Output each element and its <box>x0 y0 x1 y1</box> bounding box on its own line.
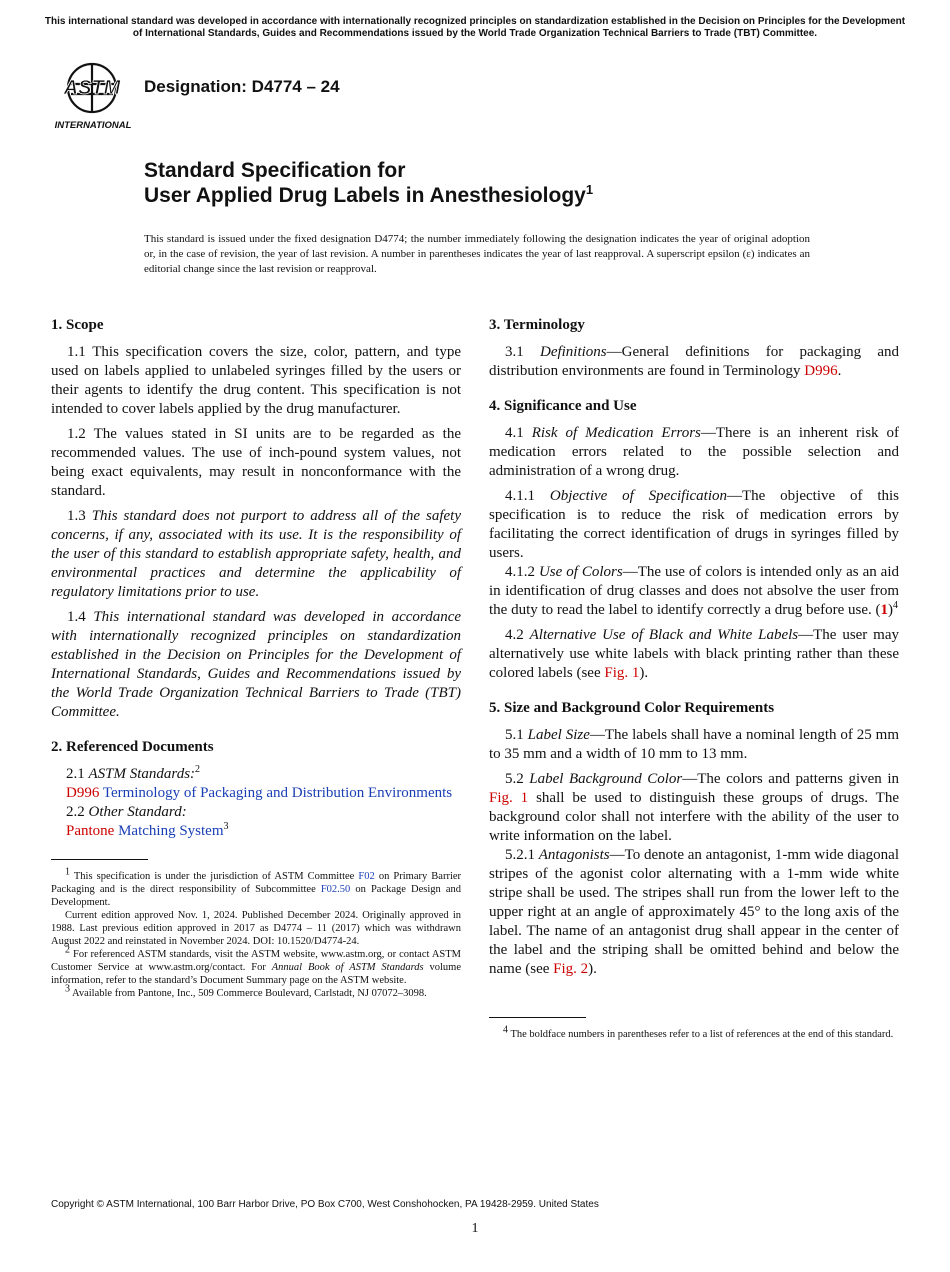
footnotes-left <box>51 866 462 1000</box>
other-standard-label: 2.2 Other Standard: <box>66 804 187 820</box>
astm-logo <box>52 57 136 131</box>
footnote-divider-right <box>489 1017 586 1018</box>
designation: Designation: D4774 – 24 <box>144 77 340 96</box>
size-heading: 5. Size and Background Color Requirements <box>489 700 775 716</box>
footnote-1: $^1$ This specification is under the jurisdiction of ASTM Committee F02 on Primary Barrier Packaging and is the direct responsibility of Subcommittee F02.50 on Package Design and Development. <box>51 866 462 908</box>
link-fig-1-b[interactable]: Fig. 1 <box>489 790 529 806</box>
size-5-2-1: 5.2.1 Antagonists—To denote an antagonist, 1-mm wide diagonal stripes of the agonist color alternating with a 1-mm wide white stripe shall be used. The stripes shall run from the lower left to the upper right at an angle of approximately 45° to the long axis of the label. The name of an antagonist drug shall appear in the center of the label and the striping shall be omitted behind and below the name (see Fig. 2). <box>489 847 899 977</box>
significance-4-1: 4.1 Risk of Medication Errors—There is an inherent risk of medication errors related to the possible selection and administration of a wrong drug. <box>489 425 900 479</box>
title-footnote-mark: 1 <box>585 182 594 197</box>
scope-1-4: 1.4 This international standard was developed in accordance with internationally recognized principles on standardization established in the Decision on Principles for the Development of International Standards, Guides and Recommendations issued by the World Trade Organization Technical Barriers to Trade (TBT) Committee. <box>51 609 462 720</box>
link-reference-1[interactable]: 1 <box>880 602 889 618</box>
scope-1-3: 1.3 This standard does not purport to address all of the safety concerns, if any, associated with its use. It is the responsibility of the user of this standard to establish appropriate safety, health, and environmental practices and determine the applicability of regulatory limitations prior to use. <box>51 508 462 600</box>
size-5-2: 5.2 Label Background Color—The colors and patterns given in Fig. 1 shall be used to distinguish these groups of drugs. The background color shall not interfere with the ability of the user to write information on the label. <box>489 771 899 844</box>
footnotes-right <box>489 1024 899 1041</box>
link-d996[interactable]: D996 <box>804 363 838 379</box>
significance-4-1-2: 4.1.2 Use of Colors—The use of colors is intended only as an aid in identification of drug classes and does not absolve the user from the duty to read the label to identify correctly a drug before use. $(1)^4$ <box>489 564 900 618</box>
link-f02[interactable]: F02 <box>358 871 375 882</box>
footnote-3: $^3$ Available from Pantone, Inc., 509 Commerce Boulevard, Carlstadt, NJ 07072–3098. <box>65 983 427 999</box>
terminology-heading: 3. Terminology <box>489 317 585 333</box>
astm-logo-subtext: INTERNATIONAL <box>54 120 132 131</box>
link-fig-1[interactable]: Fig. 1 <box>604 665 640 681</box>
section-scope <box>51 316 461 722</box>
section-referenced-documents <box>51 738 461 841</box>
footnote-divider-left <box>51 859 148 860</box>
size-5-1: 5.1 Label Size—The labels shall have a nominal length of 25 mm to 35 mm and a width of 10 mm to 13 mm. <box>489 727 899 762</box>
link-fig-2[interactable]: Fig. 2 <box>553 961 589 977</box>
issuance-statement: This standard is issued under the fixed designation D4774; the number immediately following the designation indicates the year of original adoption or, in the case of revision, the year of last revision. A number in parentheses indicates the year of last reapproval. A superscript epsilon (ε) indicates an editorial change since the last revision or reapproval. <box>144 233 810 275</box>
document-title <box>144 158 593 208</box>
ref-pantone[interactable]: Pantone Matching System$^3$ <box>66 821 229 839</box>
referenced-heading: 2. Referenced Documents <box>51 739 214 755</box>
significance-heading: 4. Significance and Use <box>489 398 637 414</box>
significance-4-1-1: 4.1.1 Objective of Specification—The objective of this specification is to reduce the risk of medication errors by facilitating the correct identification of drugs in syringes filled by users. <box>489 488 900 561</box>
astm-logo-text: ASTM <box>63 77 121 99</box>
right-column <box>489 316 899 1041</box>
title-line-2: User Applied Drug Labels in Anesthesiology$^1$ <box>144 182 594 207</box>
significance-4-2: 4.2 Alternative Use of Black and White Labels—The user may alternatively use white labels with black printing rather than these colored labels (see Fig. 1). <box>489 627 900 681</box>
astm-standards-label: 2.1 ASTM Standards:$^2$ <box>66 764 201 782</box>
title-line-1: Standard Specification for <box>144 159 406 182</box>
scope-1-1: 1.1 This specification covers the size, color, pattern, and type used on labels applied to unlabeled syringes filled by the users or their agents to identify the drug content. This specification is not intended to cover labels applied by the drug manufacturer. <box>51 344 461 417</box>
header-note: This international standard was developed in accordance with internationally recognized principles on standardization established in the Decision on Principles for the Development of International Standards, Guides and Recommendations issued by the World Trade Organization Technical Barriers to Trade (TBT) Committee. <box>44 16 906 39</box>
section-size <box>489 699 899 979</box>
scope-heading: 1. Scope <box>51 317 104 333</box>
section-terminology <box>489 316 899 381</box>
terminology-3-1: 3.1 Definitions—General definitions for packaging and distribution environments are found in Terminology D996. <box>489 344 899 379</box>
referenced-list <box>51 765 461 841</box>
footnote-1-edition: Current edition approved Nov. 1, 2024. Published December 2024. Originally approved in 1988. Last previous edition approved in 2017 as D4774 – 11 (2017) which was withdrawn August 2022 and reinstated in November 2024. DOI: 10.1520/D4774-24. <box>51 910 461 947</box>
section-significance <box>489 397 899 683</box>
scope-1-2: 1.2 The values stated in SI units are to be regarded as the recommended values. The use of inch-pound system values, not being exact equivalents, may result in nonconformance with the standard. <box>51 426 461 499</box>
ref-d996[interactable]: D996 Terminology of Packaging and Distribution Environments <box>66 785 453 801</box>
page-number: 1 <box>471 1221 479 1236</box>
link-f02-50[interactable]: F02.50 <box>320 884 351 895</box>
footnote-4: $^4$ The boldface numbers in parentheses refer to a list of references at the end of this standard. <box>503 1024 894 1040</box>
copyright-notice: Copyright © ASTM International, 100 Barr Harbor Drive, PO Box C700, West Conshohocken, PA 19428-2959. United States <box>51 1199 599 1210</box>
left-column <box>51 316 461 1000</box>
footnote-2: $^2$ For referenced ASTM standards, visit the ASTM website, www.astm.org, or contact ASTM Customer Service at www.astm.org/contact. For Annual Book of ASTM Standards volume information, refer to the standard’s Document Summary page on the ASTM website. <box>51 944 462 986</box>
